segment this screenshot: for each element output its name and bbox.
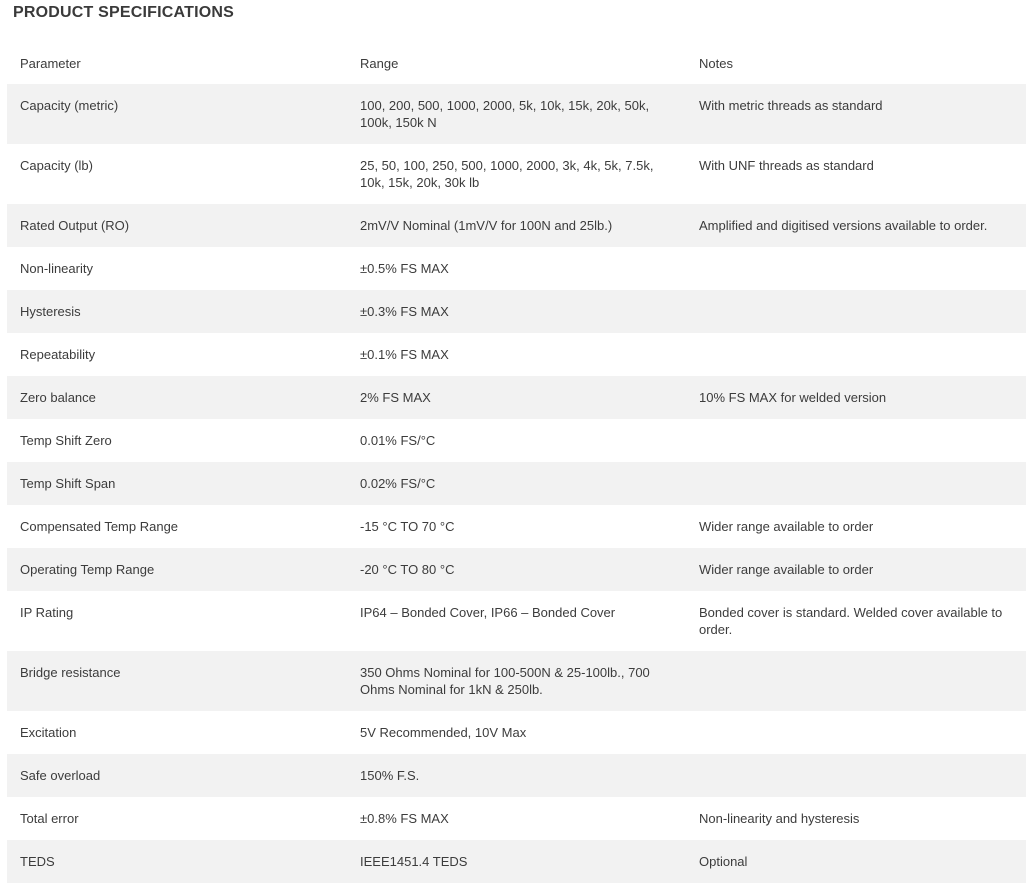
cell-parameter: Temp Shift Zero: [20, 433, 112, 448]
table-row: [7, 548, 1026, 591]
cell-parameter: Total error: [20, 811, 79, 826]
table-row: [7, 376, 1026, 419]
table-row: [7, 84, 1026, 144]
table-row: [7, 591, 1026, 651]
cell-parameter: Non-linearity: [20, 261, 93, 276]
cell-range: 25, 50, 100, 250, 500, 1000, 2000, 3k, 4k, 5k, 7.5k, 10k, 15k, 20k, 30k lb: [360, 158, 654, 190]
table-header-row: [7, 42, 1026, 84]
cell-parameter: Capacity (lb): [20, 158, 93, 173]
cell-parameter: Hysteresis: [7, 290, 347, 333]
table-row: [7, 290, 1026, 333]
cell-notes: 10% FS MAX for welded version: [686, 376, 1026, 419]
cell-range: 2mV/V Nominal (1mV/V for 100N and 25lb.): [347, 204, 686, 247]
cell-notes: [686, 651, 1026, 711]
cell-range: 350 Ohms Nominal for 100-500N & 25-100lb., 700 Ohms Nominal for 1kN & 250lb.: [347, 651, 686, 711]
cell-notes: With metric threads as standard: [686, 84, 1026, 144]
cell-notes: Amplified and digitised versions available to order.: [686, 204, 1026, 247]
cell-range: 0.02% FS/°C: [347, 462, 686, 505]
cell-notes: [686, 711, 1026, 754]
header-range: Range: [360, 56, 399, 71]
cell-notes: [686, 754, 1026, 797]
cell-range: IP64 – Bonded Cover, IP66 – Bonded Cover: [360, 605, 616, 620]
cell-notes: [686, 419, 1026, 462]
table-row: [7, 247, 1026, 290]
header-parameter: Parameter: [20, 56, 81, 71]
cell-parameter: Compensated Temp Range: [20, 519, 179, 534]
table-row: [7, 505, 1026, 548]
table-row: [7, 462, 1026, 505]
cell-range: 150% F.S.: [347, 754, 686, 797]
cell-range: ±0.1% FS MAX: [360, 347, 449, 362]
cell-notes: [686, 462, 1026, 505]
cell-range: -20 °C TO 80 °C: [347, 548, 686, 591]
table-row: [7, 754, 1026, 797]
cell-range: -15 °C TO 70 °C: [360, 519, 455, 534]
cell-notes: [686, 247, 1026, 290]
table-row: [7, 797, 1026, 840]
cell-range: ±0.8% FS MAX: [360, 811, 449, 826]
cell-range: 2% FS MAX: [347, 376, 686, 419]
cell-parameter: Excitation: [20, 725, 77, 740]
cell-parameter: Repeatability: [20, 347, 96, 362]
cell-notes: Bonded cover is standard. Welded cover available to order.: [699, 605, 1003, 637]
spec-table: [7, 42, 1026, 883]
cell-range: IEEE1451.4 TEDS: [347, 840, 686, 883]
table-row: [7, 204, 1026, 247]
cell-notes: [686, 290, 1026, 333]
cell-parameter: Rated Output (RO): [7, 204, 347, 247]
cell-parameter: TEDS: [7, 840, 347, 883]
cell-notes: Non-linearity and hysteresis: [699, 811, 860, 826]
cell-notes: [686, 333, 1026, 376]
cell-range: ±0.3% FS MAX: [347, 290, 686, 333]
table-row: [7, 651, 1026, 711]
table-row: [7, 711, 1026, 754]
table-row: [7, 419, 1026, 462]
table-row: [7, 333, 1026, 376]
cell-parameter: Temp Shift Span: [7, 462, 347, 505]
cell-parameter: Operating Temp Range: [7, 548, 347, 591]
cell-notes: Optional: [686, 840, 1026, 883]
cell-notes: With UNF threads as standard: [699, 158, 874, 173]
header-notes: Notes: [699, 56, 733, 71]
cell-parameter: IP Rating: [20, 605, 74, 620]
cell-notes: Wider range available to order: [686, 548, 1026, 591]
table-row: [7, 144, 1026, 204]
cell-parameter: Bridge resistance: [7, 651, 347, 711]
cell-notes: Wider range available to order: [699, 519, 874, 534]
cell-parameter: Zero balance: [7, 376, 347, 419]
cell-parameter: Capacity (metric): [7, 84, 347, 144]
cell-range: 5V Recommended, 10V Max: [360, 725, 527, 740]
cell-range: ±0.5% FS MAX: [360, 261, 449, 276]
cell-parameter: Safe overload: [7, 754, 347, 797]
page-title: PRODUCT SPECIFICATIONS: [13, 4, 235, 21]
cell-range: 0.01% FS/°C: [360, 433, 436, 448]
cell-range: 100, 200, 500, 1000, 2000, 5k, 10k, 15k, 20k, 50k, 100k, 150k N: [347, 84, 686, 144]
table-row: [7, 840, 1026, 883]
